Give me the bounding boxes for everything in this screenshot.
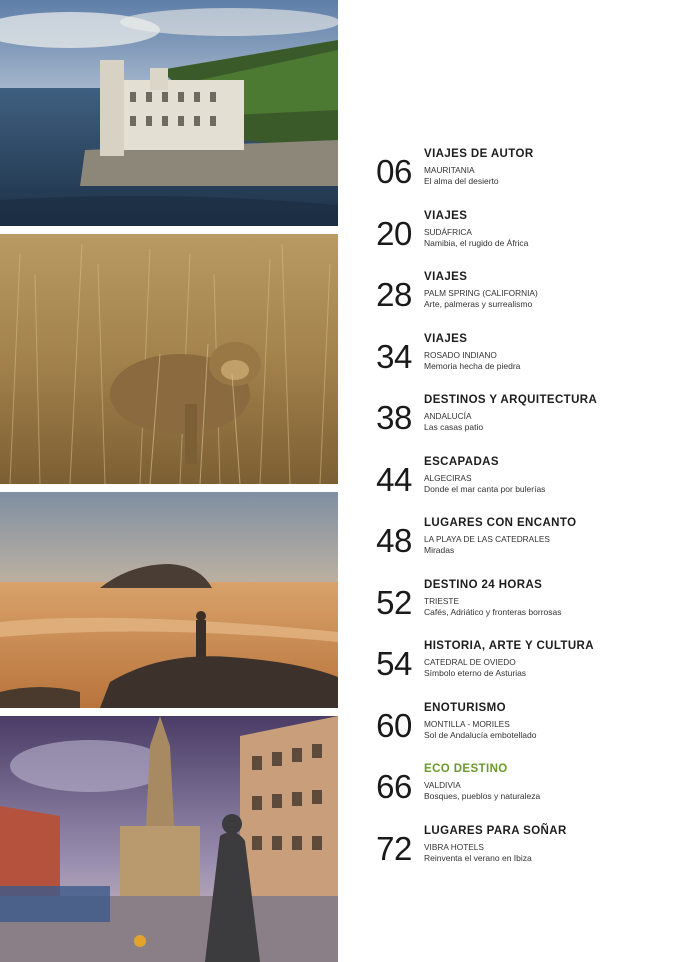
entry-subtitle: Sol de Andalucía embotellado [424, 729, 537, 740]
section-title: VIAJES [424, 271, 468, 283]
section-title: ECO DESTINO [424, 763, 508, 775]
section-title: DESTINOS Y ARQUITECTURA [424, 394, 598, 406]
destination-label: VIBRA HOTELS [424, 841, 484, 852]
destination-label: MAURITANIA [424, 165, 475, 175]
destination-label: MONTILLA - MORILES [424, 718, 510, 729]
entry-subtitle: Namibia, el rugido de África [424, 237, 529, 248]
page-number: 06 [376, 153, 412, 190]
page-number: 52 [376, 583, 412, 621]
toc-entry[interactable] [360, 823, 670, 885]
destination-label: ALGECIRAS [424, 472, 472, 483]
page-number: 60 [376, 706, 412, 744]
page-number: 38 [376, 399, 412, 436]
page-number: 44 [376, 460, 412, 498]
destination-label: VALDIVIA [424, 780, 461, 790]
entry-subtitle: Reinventa el verano en Ibiza [424, 852, 532, 863]
entry-subtitle: Bosques, pueblos y naturaleza [424, 791, 541, 801]
photo-desert-mesa [0, 492, 338, 708]
page-number: 48 [376, 522, 412, 559]
table-of-contents [360, 146, 670, 884]
toc-entry[interactable] [360, 392, 670, 454]
toc-entry[interactable] [360, 208, 670, 270]
entry-subtitle: Miradas [424, 545, 455, 555]
destination-label: SUDÁFRICA [424, 226, 472, 237]
toc-entry[interactable] [360, 454, 670, 516]
toc-entry[interactable] [360, 638, 670, 700]
destination-label: CATEDRAL DE OVIEDO [424, 657, 516, 667]
page-number: 34 [376, 337, 412, 375]
destination-label: PALM SPRING (CALIFORNIA) [424, 288, 538, 298]
entry-subtitle: El alma del desierto [424, 176, 499, 186]
entry-subtitle: Cafés, Adriático y fronteras borrosas [424, 606, 562, 617]
toc-entry[interactable] [360, 269, 670, 331]
entry-subtitle: Donde el mar canta por bulerías [424, 483, 546, 494]
page-number: 72 [376, 829, 412, 867]
section-title: VIAJES [424, 209, 468, 222]
page-number: 54 [376, 645, 412, 682]
section-title: ENOTURISMO [424, 701, 506, 714]
destination-label: ROSADO INDIANO [424, 349, 497, 360]
page-number: 66 [376, 768, 412, 805]
section-title: DESTINO 24 HORAS [424, 578, 543, 591]
photo-castle-by-sea [0, 0, 338, 226]
entry-subtitle: Símbolo eterno de Asturias [424, 668, 527, 678]
entry-subtitle: Arte, palmeras y surrealismo [424, 299, 533, 309]
section-title: LUGARES CON ENCANTO [424, 517, 577, 529]
destination-label: LA PLAYA DE LAS CATEDRALES [424, 534, 550, 544]
toc-entry[interactable] [360, 700, 670, 762]
section-title: HISTORIA, ARTE Y CULTURA [424, 640, 594, 652]
section-title: VIAJES DE AUTOR [424, 148, 534, 160]
photo-lion-in-grass [0, 234, 338, 484]
section-title: LUGARES PARA SOÑAR [424, 824, 567, 837]
photo-cathedral-plaza [0, 716, 338, 962]
page-number: 28 [376, 276, 412, 313]
toc-entry[interactable] [360, 515, 670, 577]
section-title: ESCAPADAS [424, 455, 499, 468]
toc-entry[interactable] [360, 761, 670, 823]
entry-subtitle: Las casas patio [424, 422, 484, 432]
toc-entry[interactable] [360, 146, 670, 208]
entry-subtitle: Memoria hecha de piedra [424, 360, 521, 371]
destination-label: ANDALUCÍA [424, 411, 472, 421]
page-number: 20 [376, 214, 412, 252]
destination-label: TRIESTE [424, 595, 460, 606]
toc-entry[interactable] [360, 577, 670, 639]
toc-entry[interactable] [360, 331, 670, 393]
section-title: VIAJES [424, 332, 468, 345]
